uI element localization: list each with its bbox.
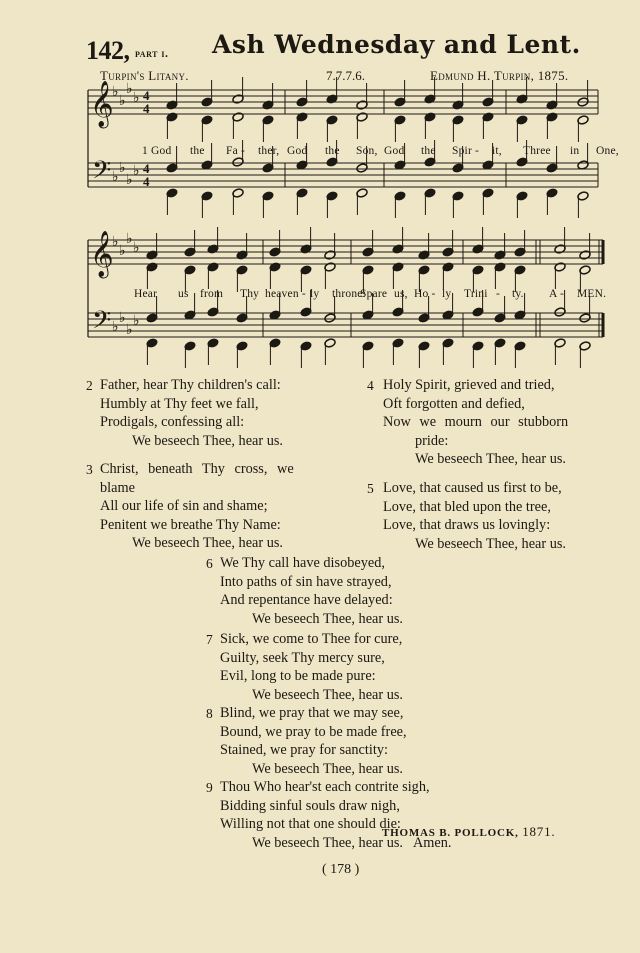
treble-clef-icon: 𝄞 xyxy=(90,81,114,127)
verse-line: Love, that draws us lovingly: xyxy=(383,517,551,534)
lyric-syllable: Hear xyxy=(134,288,158,300)
verse-line: We Thy call have disobeyed, xyxy=(220,555,385,571)
lyric-syllable: Spir - xyxy=(452,145,480,157)
verse-refrain: We beseech Thee, hear us. xyxy=(252,610,404,627)
music-notation xyxy=(0,0,640,370)
time-signature: 4 xyxy=(143,174,150,189)
meter: 7.7.7.6. xyxy=(326,68,365,83)
verse-line: Evil, long to be made pure: xyxy=(220,668,376,685)
verse-line: Willing not that one should die: xyxy=(220,816,401,833)
lyric-syllable: us, xyxy=(394,288,408,300)
verse-line: pride: xyxy=(415,432,449,449)
flat-icon: ♭ xyxy=(133,91,140,106)
verse-line: Love, that caused us first to be, xyxy=(383,480,562,496)
time-signature: 4 xyxy=(143,161,150,176)
verse-refrain: We beseech Thee, hear us. Amen. xyxy=(252,834,452,851)
flat-icon: ♭ xyxy=(126,232,133,247)
time-signature: 4 xyxy=(143,88,150,103)
lyric-syllable: Spare xyxy=(360,288,388,300)
verse-line: Now we mourn our stubborn xyxy=(383,414,569,431)
lyric-syllable: it, xyxy=(492,145,502,157)
verse-line: Prodigals, confessing all: xyxy=(100,414,245,431)
lyric-syllable: ther, xyxy=(258,145,280,157)
lyric-syllable: ly xyxy=(442,288,452,300)
author-name: THOMAS B. POLLOCK, xyxy=(382,827,519,839)
verse-line: And repentance have delayed: xyxy=(220,592,393,609)
lyric-syllable: in xyxy=(570,145,580,157)
lyric-syllable: Fa - xyxy=(226,145,246,157)
flat-icon: ♭ xyxy=(112,85,119,100)
treble-clef-icon: 𝄞 xyxy=(90,231,114,277)
author-year: 1871. xyxy=(522,824,556,839)
verse-refrain: We beseech Thee, hear us. xyxy=(252,686,404,703)
flat-icon: ♭ xyxy=(112,320,119,335)
lyric-syllable: Trini xyxy=(464,288,488,300)
verse-line: Bidding sinful souls draw nigh, xyxy=(220,797,400,814)
verse-6 xyxy=(220,554,403,628)
lyric-syllable: ty. xyxy=(512,288,524,300)
lyric-syllable: Ho - xyxy=(414,288,436,300)
verse-line: Christ, beneath Thy cross, we xyxy=(100,461,294,477)
lyric-syllable: Son, xyxy=(356,145,378,157)
flat-icon: ♭ xyxy=(133,164,140,179)
verse-line: Father, hear Thy children's call: xyxy=(100,377,281,393)
flat-icon: ♭ xyxy=(126,173,133,188)
lyric-syllable: Thy xyxy=(240,288,260,300)
verse-3 xyxy=(100,460,294,553)
verse-refrain: We beseech Thee, hear us. xyxy=(132,535,284,552)
verse-refrain: We beseech Thee, hear us. xyxy=(132,432,284,449)
verse-line: All our life of sin and shame; xyxy=(100,498,268,515)
lyric-syllable: from xyxy=(200,288,224,300)
flat-icon: ♭ xyxy=(126,82,133,97)
verse-line: Thou Who hear'st each contrite sigh, xyxy=(220,779,430,795)
lyric-syllable: the xyxy=(325,145,340,157)
lyric-syllable: the xyxy=(190,145,205,157)
verse-number: 3 xyxy=(86,462,93,477)
verse-8 xyxy=(220,704,407,778)
flat-icon: ♭ xyxy=(119,94,126,109)
verse-line: Holy Spirit, grieved and tried, xyxy=(383,377,555,393)
verse-5 xyxy=(383,479,566,553)
flat-icon: ♭ xyxy=(119,311,126,326)
verse-line: Stained, we pray for sanctity: xyxy=(220,742,388,759)
verse-line: Sick, we come to Thee for cure, xyxy=(220,631,403,647)
lyric-syllable: MEN. xyxy=(577,288,607,300)
tune-name: Turpin's Litany. xyxy=(100,68,189,83)
composer: Edmund H. Turpin, 1875. xyxy=(430,68,569,83)
hymn-number: 142, xyxy=(86,36,130,65)
lyric-syllable: A - xyxy=(549,288,564,300)
bass-clef-icon: 𝄢 xyxy=(92,306,112,341)
lyric-syllable: One, xyxy=(596,145,619,157)
lyric-syllable: God xyxy=(384,145,405,157)
flat-icon: ♭ xyxy=(119,244,126,259)
flat-icon: ♭ xyxy=(133,241,140,256)
flat-icon: ♭ xyxy=(112,235,119,250)
flat-icon: ♭ xyxy=(133,314,140,329)
lyric-syllable: Three xyxy=(523,145,551,157)
lyric-syllable: the xyxy=(421,145,436,157)
verse-line: Bound, we pray to be made free, xyxy=(220,723,407,740)
verse-line: Oft forgotten and defied, xyxy=(383,395,525,412)
page-number: ( 178 ) xyxy=(322,862,360,877)
verse-refrain: We beseech Thee, hear us. xyxy=(415,451,567,468)
verse-2 xyxy=(100,376,283,450)
verse-line: Blind, we pray that we may see, xyxy=(220,705,404,721)
flat-icon: ♭ xyxy=(112,170,119,185)
flat-icon: ♭ xyxy=(126,323,133,338)
verse-line: Humbly at Thy feet we fall, xyxy=(100,395,259,412)
flat-icon: ♭ xyxy=(119,161,126,176)
verse-number: 6 xyxy=(206,556,213,571)
lyric-syllable: throne: xyxy=(332,288,366,300)
bass-clef-icon: 𝄢 xyxy=(92,156,112,191)
verse-number: 8 xyxy=(206,706,213,721)
lyric-syllable: God xyxy=(287,145,308,157)
page-title: Ash Wednesday and Lent. xyxy=(212,30,581,59)
verse-line: blame xyxy=(100,479,135,496)
verse-9 xyxy=(220,778,451,852)
verse-line: Penitent we breathe Thy Name: xyxy=(100,516,281,533)
verse-number: 9 xyxy=(206,780,213,795)
lyric-syllable: - xyxy=(496,288,501,300)
part-label: part i. xyxy=(135,46,169,60)
lyric-syllable: ly xyxy=(310,288,320,300)
verse-number: 4 xyxy=(367,378,374,393)
verse-4 xyxy=(383,376,568,469)
lyric-syllable: us xyxy=(178,288,189,300)
verse-number: 7 xyxy=(206,632,213,647)
verse-refrain: We beseech Thee, hear us. xyxy=(252,760,404,777)
verse-line: Guilty, seek Thy mercy sure, xyxy=(220,649,385,666)
verse-refrain: We beseech Thee, hear us. xyxy=(415,535,567,552)
author-attribution xyxy=(382,824,555,840)
lyric-syllable: 1 God xyxy=(142,145,172,157)
lyric-syllable: heaven - xyxy=(265,288,306,300)
verse-number: 2 xyxy=(86,378,93,393)
verse-line: Love, that bled upon the tree, xyxy=(383,498,551,515)
time-signature: 4 xyxy=(143,101,150,116)
verse-number: 5 xyxy=(367,481,374,496)
verse-7 xyxy=(220,630,403,704)
verse-line: Into paths of sin have strayed, xyxy=(220,573,392,590)
